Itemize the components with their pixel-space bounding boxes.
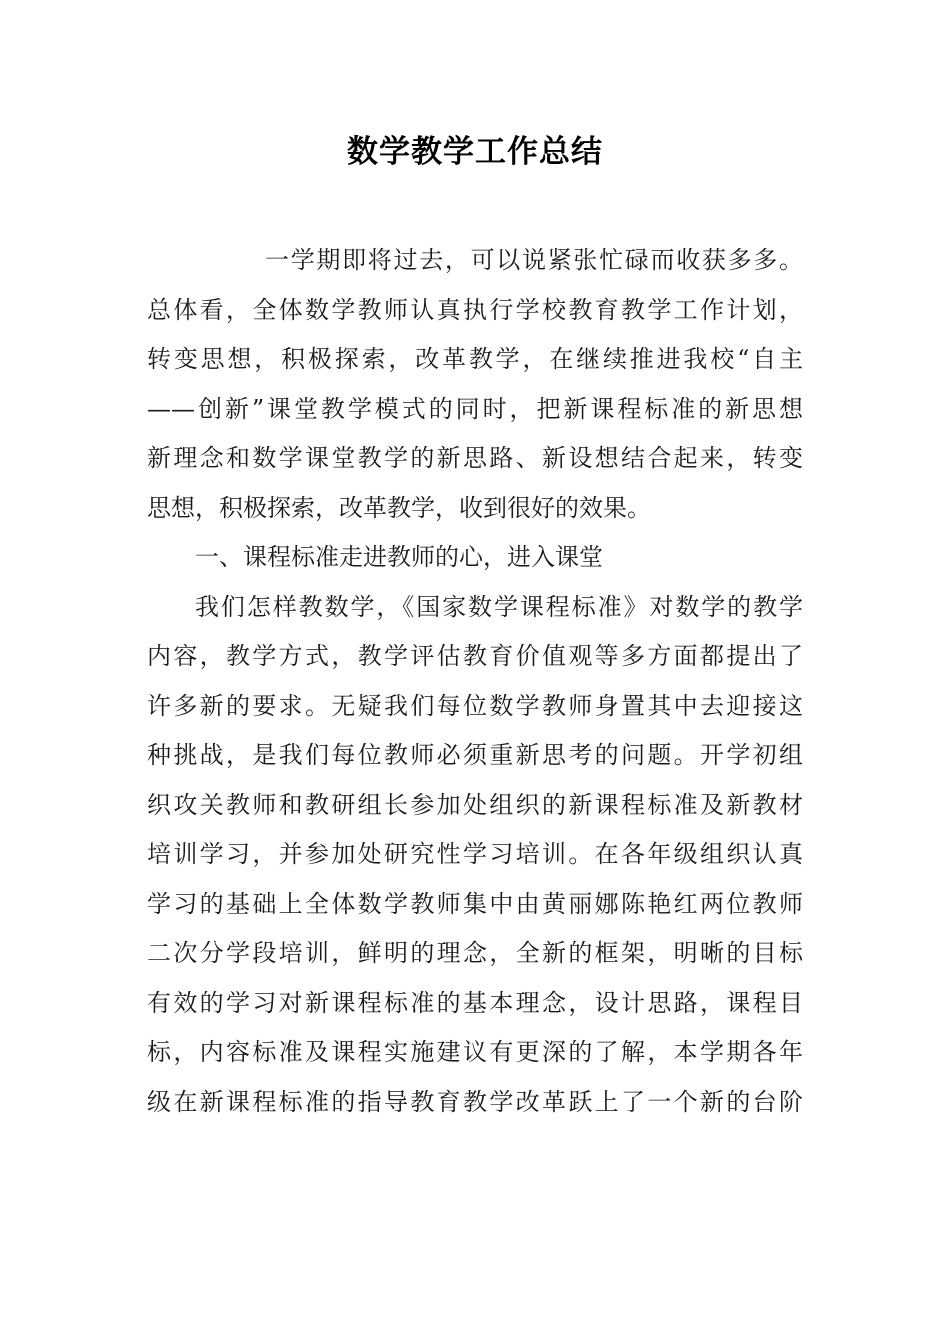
paragraph-2-line-8: 二次分学段培训，鲜明的理念，全新的框架，明晰的目标 (147, 939, 803, 967)
paragraph-2-line-4: 种挑战，是我们每位教师必须重新思考的问题。开学初组 (147, 741, 803, 769)
paragraph-2-line-2: 内容，教学方式，教学评估教育价值观等多方面都提出了 (147, 642, 803, 670)
paragraph-1-line-3: 转变思想，积极探索，改革教学，在继续推进我校“自主 (147, 345, 803, 373)
paragraph-1-line-2: 总体看，全体数学教师认真执行学校教育教学工作计划， (147, 295, 803, 324)
document-title: 数学教学工作总结 (347, 134, 603, 170)
paragraph-1-line-4: ——创新”课堂教学模式的同时，把新课程标准的新思想 (147, 394, 803, 423)
paragraph-2-line-7: 学习的基础上全体数学教师集中由黄丽娜陈艳红两位教师 (147, 889, 803, 918)
paragraph-1-line-1: 一学期即将过去，可以说紧张忙碌而收获多多。 (265, 246, 803, 274)
paragraph-2-line-6: 培训学习，并参加处研究性学习培训。在各年级组织认真 (147, 840, 803, 868)
paragraph-2-line-1: 我们怎样教数学，《国家数学课程标准》对数学的教学 (195, 592, 803, 621)
document-body (147, 236, 803, 1127)
section-heading: 一、课程标准走进教师的心，进入课堂 (195, 543, 603, 571)
paragraph-2-line-3: 许多新的要求。无疑我们每位数学教师身置其中去迎接这 (147, 691, 803, 720)
paragraph-2-line-10: 标，内容标准及课程实施建议有更深的了解，本学期各年 (147, 1038, 803, 1066)
paragraph-2-line-5: 织攻关教师和教研组长参加处组织的新课程标准及新教材 (147, 790, 803, 819)
paragraph-2-line-9: 有效的学习对新课程标准的基本理念，设计思路，课程目 (147, 988, 803, 1017)
paragraph-1-line-6: 思想，积极探索，改革教学，收到很好的效果。 (147, 493, 651, 522)
paragraph-2-line-11: 级在新课程标准的指导教育教学改革跃上了一个新的台阶 (147, 1087, 803, 1116)
paragraph-1-line-5: 新理念和数学课堂教学的新思路、新设想结合起来，转变 (147, 444, 803, 472)
